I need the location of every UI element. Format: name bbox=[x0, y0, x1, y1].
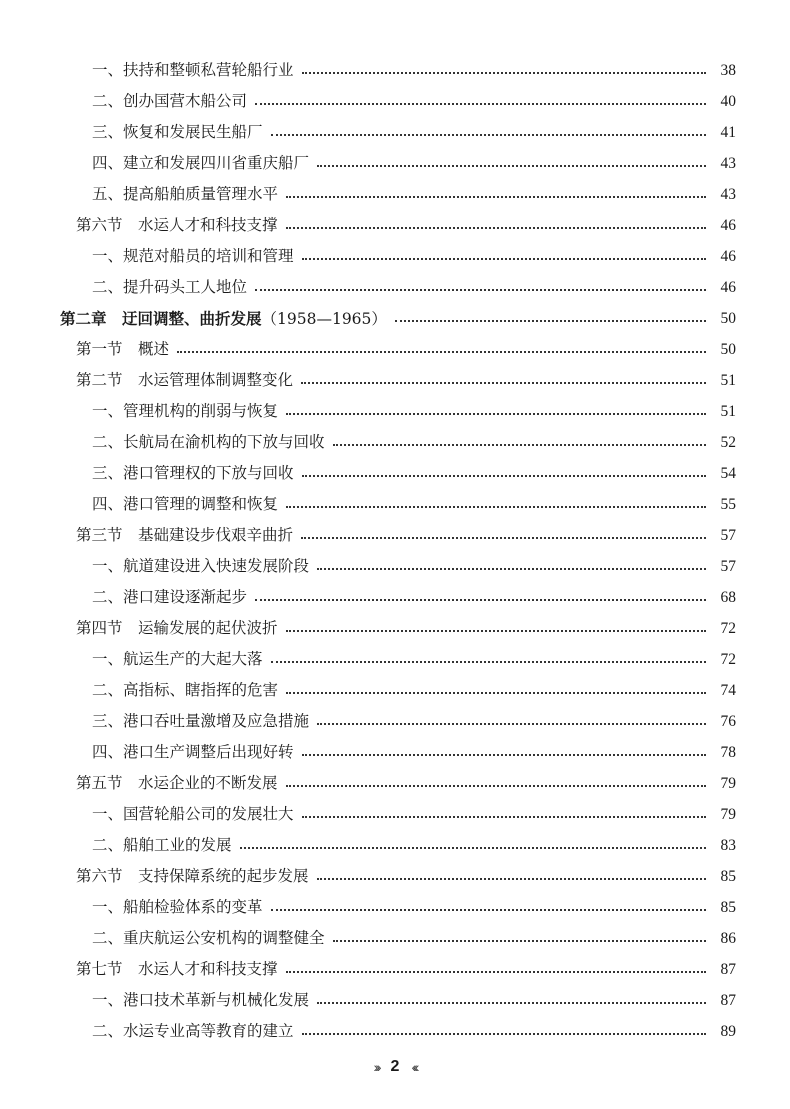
dot-leader bbox=[286, 954, 706, 985]
toc-entry-title bbox=[76, 861, 309, 892]
toc-entry-title bbox=[92, 675, 278, 706]
toc-entry-section bbox=[0, 210, 790, 241]
toc-entry-title-text: 二、提升码头工人地位 bbox=[92, 278, 248, 296]
toc-entry-item bbox=[0, 551, 790, 582]
toc-entry-title-text: 一、国营轮船公司的发展壮大 bbox=[92, 805, 294, 823]
toc-entry-title bbox=[92, 117, 263, 148]
toc-entry-title-text: 一、规范对船员的培训和管理 bbox=[92, 247, 294, 265]
toc-entry-title-text: 一、船舶检验体系的变革 bbox=[92, 898, 263, 916]
dot-leader bbox=[301, 365, 706, 396]
toc-page-number: 43 bbox=[720, 155, 736, 172]
toc-entry-title bbox=[76, 768, 278, 799]
toc-entry-item bbox=[0, 396, 790, 427]
toc-entry-chapter bbox=[0, 303, 790, 334]
toc-page-number: 46 bbox=[720, 217, 736, 234]
left-arrows-decoration: ››› bbox=[373, 1059, 379, 1075]
page-footer bbox=[0, 1055, 790, 1079]
toc-entry-title bbox=[92, 799, 294, 830]
toc-entry-item bbox=[0, 675, 790, 706]
toc-entry-title-text: 第七节 水运人才和科技支撑 bbox=[76, 960, 278, 978]
toc-entry-item bbox=[0, 737, 790, 768]
toc-page-number: 89 bbox=[720, 1023, 736, 1040]
toc-entry-title bbox=[92, 179, 278, 210]
dot-leader bbox=[302, 737, 706, 768]
toc-entry-title bbox=[92, 582, 247, 613]
toc-page-number: 40 bbox=[720, 93, 736, 110]
dot-leader bbox=[271, 117, 706, 148]
toc-entry-title-text: 四、港口生产调整后出现好转 bbox=[92, 743, 294, 761]
toc-entry-section bbox=[0, 861, 790, 892]
toc-entry-title bbox=[76, 520, 293, 551]
toc-page-number: 38 bbox=[720, 62, 736, 79]
toc-entry-title-text: 一、航运生产的大起大落 bbox=[92, 650, 263, 668]
toc-entry-item bbox=[0, 179, 790, 210]
dot-leader bbox=[271, 644, 706, 675]
toc-entry-title-text: 一、管理机构的削弱与恢复 bbox=[92, 402, 279, 420]
toc-entry-title bbox=[92, 644, 263, 675]
toc-entry-title-text: 二、创办国营木船公司 bbox=[92, 92, 248, 110]
toc-entry-title-text: 五、提高船舶质量管理水平 bbox=[92, 185, 279, 203]
dot-leader bbox=[286, 179, 706, 210]
toc-entry-title-text: 第二节 水运管理体制调整变化 bbox=[76, 371, 294, 389]
right-arrows-decoration: ‹‹‹ bbox=[411, 1059, 417, 1075]
page-number: 2 bbox=[390, 1058, 400, 1075]
toc-page-number: 43 bbox=[720, 186, 736, 203]
toc-page-number: 55 bbox=[720, 496, 736, 513]
toc-entry-section bbox=[0, 520, 790, 551]
toc-page-number: 54 bbox=[720, 465, 736, 482]
dot-leader bbox=[286, 675, 706, 706]
toc-entry-item bbox=[0, 706, 790, 737]
toc-entry-title-text: 一、港口技术革新与机械化发展 bbox=[92, 991, 310, 1009]
toc-entry-item bbox=[0, 117, 790, 148]
toc-entry-title-text: 第一节 概述 bbox=[76, 340, 170, 358]
toc-entry-title-text: 二、水运专业高等教育的建立 bbox=[92, 1022, 294, 1040]
dot-leader bbox=[317, 551, 706, 582]
dot-leader bbox=[395, 303, 706, 334]
dot-leader bbox=[317, 148, 706, 179]
toc-entry-title bbox=[92, 923, 325, 954]
toc-entry-title-text: 二、港口建设逐渐起步 bbox=[92, 588, 248, 606]
dot-leader bbox=[271, 892, 706, 923]
dot-leader bbox=[286, 489, 706, 520]
toc-entry-title bbox=[60, 303, 387, 335]
toc-entry-title bbox=[92, 241, 294, 272]
toc-entry-item bbox=[0, 1016, 790, 1047]
dot-leader bbox=[333, 923, 706, 954]
toc-entry-item bbox=[0, 458, 790, 489]
dot-leader bbox=[255, 86, 706, 117]
toc-page-number: 46 bbox=[720, 279, 736, 296]
toc-entry-title-text: 一、航道建设进入快速发展阶段 bbox=[92, 557, 310, 575]
toc-entry-title bbox=[92, 272, 247, 303]
toc-entry-title-text: 二、重庆航运公安机构的调整健全 bbox=[92, 929, 325, 947]
toc-entry-title bbox=[76, 613, 278, 644]
toc-entry-title-text: 二、长航局在渝机构的下放与回收 bbox=[92, 433, 325, 451]
toc-page-number: 57 bbox=[720, 558, 736, 575]
dot-leader bbox=[302, 241, 706, 272]
dot-leader bbox=[177, 334, 706, 365]
toc-entry-item bbox=[0, 985, 790, 1016]
toc-entry-item bbox=[0, 241, 790, 272]
toc-page-number: 57 bbox=[720, 527, 736, 544]
toc-entry-title-text: 第六节 水运人才和科技支撑 bbox=[76, 216, 278, 234]
toc-entry-title bbox=[92, 148, 309, 179]
toc-entry-section bbox=[0, 334, 790, 365]
dot-leader bbox=[301, 520, 706, 551]
toc-entry-title bbox=[92, 86, 247, 117]
toc-entry-title bbox=[92, 489, 278, 520]
toc-entry-title-text: 三、港口管理权的下放与回收 bbox=[92, 464, 294, 482]
toc-entry-title bbox=[92, 830, 232, 861]
toc-entry-item bbox=[0, 923, 790, 954]
toc-page-number: 52 bbox=[720, 434, 736, 451]
toc-entry-title-text: 第六节 支持保障系统的起步发展 bbox=[76, 867, 309, 885]
toc-entry-title-text: 四、建立和发展四川省重庆船厂 bbox=[92, 154, 310, 172]
toc-entry-title bbox=[92, 737, 294, 768]
toc-entry-title bbox=[76, 334, 169, 365]
toc-entry-item bbox=[0, 489, 790, 520]
toc-entry-section bbox=[0, 365, 790, 396]
toc-entry-title-text: 二、高指标、瞎指挥的危害 bbox=[92, 681, 279, 699]
dot-leader bbox=[286, 210, 706, 241]
toc-entry-item bbox=[0, 892, 790, 923]
dot-leader bbox=[255, 582, 706, 613]
toc-page-number: 78 bbox=[720, 744, 736, 761]
toc-entry-title bbox=[92, 55, 294, 86]
toc-entry-item bbox=[0, 427, 790, 458]
toc-page-number: 87 bbox=[720, 992, 736, 1009]
toc-page-number: 68 bbox=[720, 589, 736, 606]
toc-entry-title bbox=[92, 892, 263, 923]
toc-entry-title bbox=[92, 427, 325, 458]
toc-page-number: 86 bbox=[720, 930, 736, 947]
toc-entry-title bbox=[92, 396, 278, 427]
toc-page-number: 74 bbox=[720, 682, 736, 699]
toc-entry-section bbox=[0, 954, 790, 985]
toc-entry-item bbox=[0, 148, 790, 179]
dot-leader bbox=[255, 272, 706, 303]
toc-entry-title bbox=[76, 954, 278, 985]
toc-page-number: 41 bbox=[720, 124, 736, 141]
toc-entry-title-text: 四、港口管理的调整和恢复 bbox=[92, 495, 279, 513]
toc-entry-title-text: 第五节 水运企业的不断发展 bbox=[76, 774, 278, 792]
toc-page-number: 85 bbox=[720, 868, 736, 885]
toc-page-number: 50 bbox=[720, 310, 736, 327]
toc-page-number: 51 bbox=[720, 372, 736, 389]
toc-entry-title-text: 第三节 基础建设步伐艰辛曲折 bbox=[76, 526, 294, 544]
toc-page-number: 72 bbox=[720, 651, 736, 668]
toc-entry-title bbox=[92, 1016, 294, 1047]
toc-entry-title-text: 三、港口吞吐量激增及应急措施 bbox=[92, 712, 310, 730]
dot-leader bbox=[302, 55, 706, 86]
toc-entry-title-text: 一、扶持和整顿私营轮船行业 bbox=[92, 61, 294, 79]
toc-page-number: 50 bbox=[720, 341, 736, 358]
table-of-contents bbox=[0, 55, 790, 1047]
toc-entry-title-text: 第四节 运输发展的起伏波折 bbox=[76, 619, 278, 637]
toc-entry-section bbox=[0, 768, 790, 799]
toc-entry-title-text: 三、恢复和发展民生船厂 bbox=[92, 123, 263, 141]
toc-entry-item bbox=[0, 644, 790, 675]
toc-entry-title bbox=[92, 985, 309, 1016]
toc-entry-item bbox=[0, 582, 790, 613]
toc-page-number: 87 bbox=[720, 961, 736, 978]
dot-leader bbox=[317, 706, 706, 737]
dot-leader bbox=[333, 427, 706, 458]
toc-page-number: 83 bbox=[720, 837, 736, 854]
toc-entry-section bbox=[0, 613, 790, 644]
dot-leader bbox=[302, 1016, 706, 1047]
toc-entry-title bbox=[76, 210, 278, 241]
toc-entry-item bbox=[0, 830, 790, 861]
dot-leader bbox=[286, 396, 706, 427]
toc-entry-title bbox=[92, 458, 294, 489]
toc-entry-item bbox=[0, 799, 790, 830]
dot-leader bbox=[286, 613, 706, 644]
toc-page-number: 85 bbox=[720, 899, 736, 916]
dot-leader bbox=[317, 861, 706, 892]
dot-leader bbox=[286, 768, 706, 799]
toc-entry-title bbox=[92, 551, 309, 582]
toc-entry-title-text: 第二章 迂回调整、曲折发展 bbox=[60, 308, 262, 328]
toc-page-number: 79 bbox=[720, 806, 736, 823]
toc-entry-title-text: 二、船舶工业的发展 bbox=[92, 836, 232, 854]
dot-leader bbox=[302, 458, 706, 489]
toc-page-number: 76 bbox=[720, 713, 736, 730]
dot-leader bbox=[240, 830, 706, 861]
toc-entry-title bbox=[76, 365, 293, 396]
toc-page-number: 72 bbox=[720, 620, 736, 637]
toc-entry-item bbox=[0, 86, 790, 117]
toc-entry-title bbox=[92, 706, 309, 737]
toc-entry-item bbox=[0, 272, 790, 303]
toc-page-number: 51 bbox=[720, 403, 736, 420]
toc-page-number: 46 bbox=[720, 248, 736, 265]
dot-leader bbox=[302, 799, 706, 830]
toc-page-number: 79 bbox=[720, 775, 736, 792]
chapter-years: （1958—1965） bbox=[261, 309, 387, 328]
toc-entry-item bbox=[0, 55, 790, 86]
dot-leader bbox=[317, 985, 706, 1016]
